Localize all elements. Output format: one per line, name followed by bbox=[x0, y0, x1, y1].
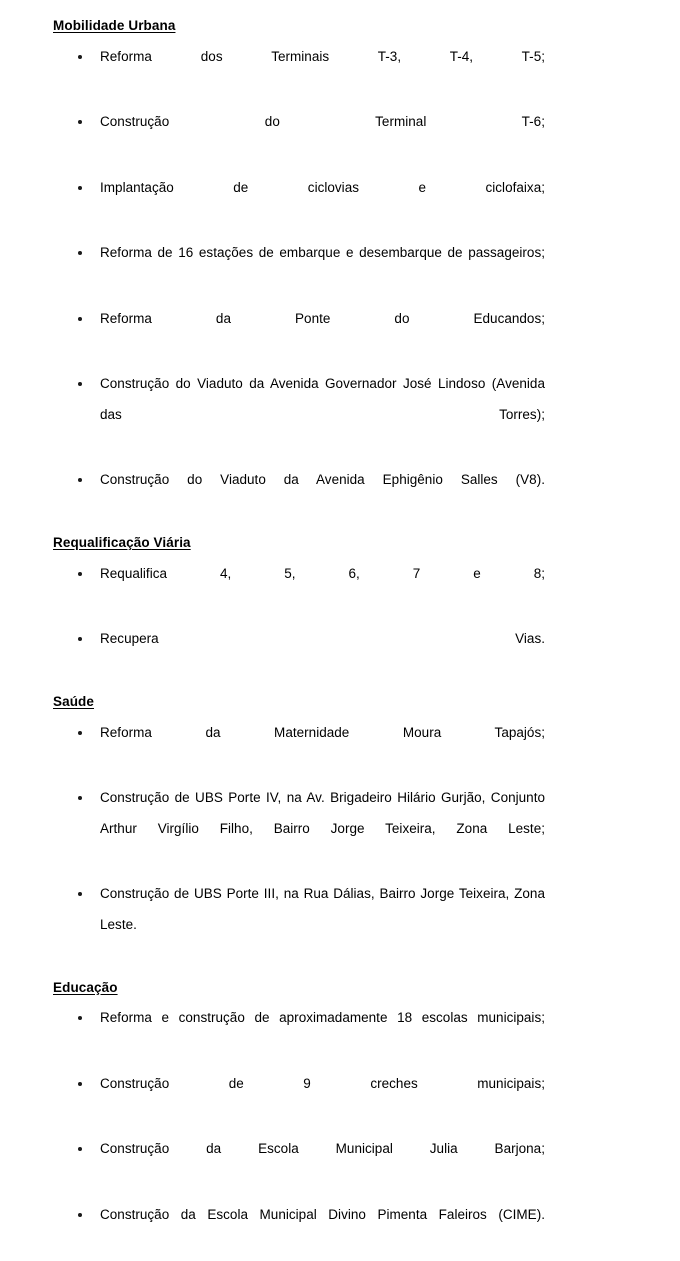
list-item-text: Requalifica 4, 5, 6, 7 e 8; bbox=[100, 565, 545, 581]
list-item-text: Construção de UBS Porte III, na Rua Dálias, Bairro Jorge Teixeira, Zona Leste. bbox=[100, 886, 545, 932]
bullet-icon bbox=[78, 238, 88, 269]
list-item-text: Reforma da Ponte do Educandos; bbox=[100, 310, 545, 326]
document-body bbox=[53, 19, 545, 1261]
list-item-text: Construção de UBS Porte IV, na Av. Brigadeiro Hilário Gurjão, Conjunto Arthur Virgílio Filho, Bairro Jorge Teixeira, Zona Leste; bbox=[100, 790, 545, 836]
bullet-icon bbox=[78, 879, 88, 910]
bullet-list bbox=[53, 1003, 545, 1261]
bullet-icon bbox=[78, 304, 88, 335]
bullet-icon bbox=[78, 559, 88, 590]
bullet-icon bbox=[78, 624, 88, 655]
section-educacao bbox=[53, 981, 545, 1261]
list-item-text: Recupera Vias. bbox=[100, 631, 545, 646]
section-heading: Mobilidade Urbana bbox=[53, 18, 176, 33]
list-item-text: Reforma dos Terminais T-3, T-4, T-5; bbox=[100, 48, 545, 64]
list-item bbox=[53, 465, 545, 526]
list-item bbox=[53, 1134, 545, 1195]
bullet-icon bbox=[78, 465, 88, 496]
list-item bbox=[53, 238, 545, 299]
section-heading: Requalificação Viária bbox=[53, 535, 191, 550]
section-heading: Educação bbox=[53, 979, 118, 995]
bullet-icon bbox=[78, 1003, 88, 1034]
list-item bbox=[53, 718, 545, 779]
list-item-text: Reforma da Maternidade Moura Tapajós; bbox=[100, 724, 545, 740]
bullet-icon bbox=[78, 783, 88, 814]
list-item-text: Implantação de ciclovias e ciclofaixa; bbox=[100, 179, 545, 195]
list-item bbox=[53, 783, 545, 875]
bullet-icon bbox=[78, 1069, 88, 1100]
section-heading: Saúde bbox=[53, 694, 95, 709]
list-item-text: Reforma e construção de aproximadamente 18 escolas municipais; bbox=[100, 1010, 545, 1025]
bullet-list bbox=[53, 42, 545, 527]
list-item bbox=[53, 369, 545, 461]
list-item-text: Construção da Escola Municipal Julia Barjona; bbox=[100, 1141, 545, 1156]
list-item-text: Construção do Terminal T-6; bbox=[100, 114, 545, 129]
list-item-text: Construção de 9 creches municipais; bbox=[100, 1075, 545, 1091]
section-mobilidade-urbana bbox=[53, 19, 545, 526]
section-saude bbox=[53, 695, 545, 971]
list-item bbox=[53, 173, 545, 234]
bullet-icon bbox=[78, 1200, 88, 1231]
list-item-text: Construção do Viaduto da Avenida Ephigênio Salles (V8). bbox=[100, 472, 545, 487]
section-requalificacao-viaria bbox=[53, 536, 545, 685]
list-item-text: Construção do Viaduto da Avenida Governador José Lindoso (Avenida das Torres); bbox=[100, 376, 545, 422]
bullet-icon bbox=[78, 718, 88, 749]
list-item bbox=[53, 559, 545, 620]
list-item bbox=[53, 304, 545, 365]
bullet-icon bbox=[78, 107, 88, 138]
list-item bbox=[53, 107, 545, 168]
section-divider bbox=[53, 685, 545, 695]
list-item bbox=[53, 1200, 545, 1261]
list-item bbox=[53, 42, 545, 103]
bullet-icon bbox=[78, 369, 88, 400]
bullet-icon bbox=[78, 173, 88, 204]
list-item bbox=[53, 624, 545, 685]
section-divider bbox=[53, 971, 545, 981]
list-item bbox=[53, 879, 545, 971]
list-item-text: Construção da Escola Municipal Divino Pimenta Faleiros (CIME). bbox=[100, 1206, 545, 1222]
bullet-icon bbox=[78, 42, 88, 73]
bullet-list bbox=[53, 559, 545, 686]
bullet-icon bbox=[78, 1134, 88, 1165]
bullet-list bbox=[53, 718, 545, 971]
list-item bbox=[53, 1003, 545, 1064]
list-item bbox=[53, 1069, 545, 1130]
list-item-text: Reforma de 16 estações de embarque e desembarque de passageiros; bbox=[100, 245, 545, 260]
